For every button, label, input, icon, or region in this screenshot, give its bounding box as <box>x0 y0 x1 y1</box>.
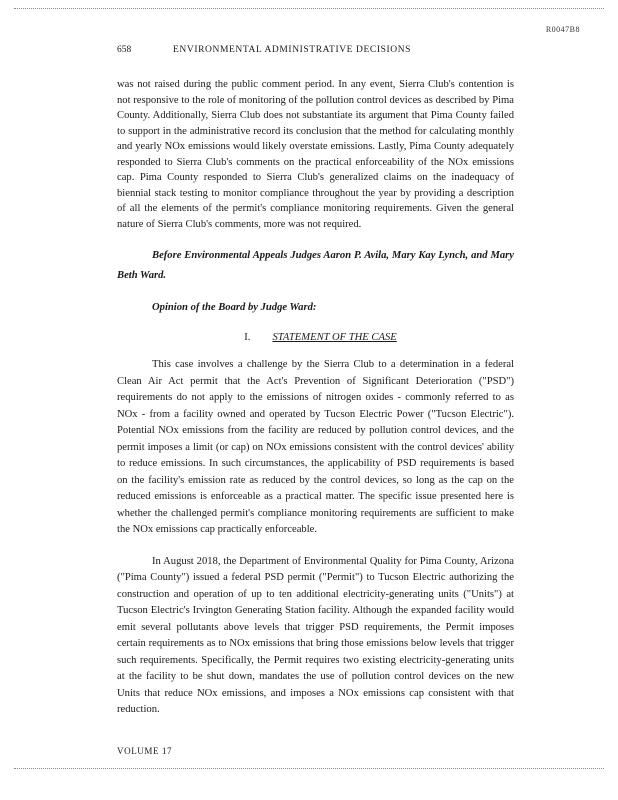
page-number: 658 <box>117 45 132 55</box>
intro-paragraph: was not raised during the public comment period. In any event, Sierra Club's contention is not responsive to the role of monitoring of the pollution control devices as described by Pima County. Additionally, Sierra Club does not substantiate its argument that Pima County failed to support in the administrative record its conclusion that the method for calculating monthly and yearly NOx emissions would likely overstate emissions. Lastly, Pima County adequately responded to Sierra Club's comments on the practical enforceability of the NOx emissions cap. Pima County responded to Sierra Club's generalized claims on the inadequacy of biennial stack testing to monitor compliance throughout the year by providing a description of all the elements of the permit's compliance monitoring requirements. Given the general nature of Sierra Club's comments, more was not required. <box>117 79 514 230</box>
body-paragraph: This case involves a challenge by the Sierra Club to a determination in a federal Clean Air Act permit that the Act's Prevention of Significant Deterioration ("PSD") requirements do not apply to the emissions of nitrogen oxides - commonly referred to as NOx - from a facility owned and operated by Tucson Electric Power ("Tucson Electric"). Potential NOx emissions from the facility are reduced by pollution control devices, and the permit imposes a limit (or cap) on NOx emissions consistent with the control devices' ability to reduce emissions. In such circumstances, the applicability of PSD requirements is based on the facility's emission rate as reduced by the control devices, so long as the cap on the reduced emissions is enforceable as a practical matter. The specific issue presented here is whether the challenged permit's compliance monitoring requirements are sufficient to make the NOx emissions cap practically enforceable. <box>117 359 514 535</box>
body-paragraph: In August 2018, the Department of Environmental Quality for Pima County, Arizona ("Pima County") issued a federal PSD permit ("Permit") to Tucson Electric authorizing the construction and operation of up to ten additional electricity-generating units ("Units") at Tucson Electric's Irvington Generating Station facility. Although the expanded facility would emit several pollutants above levels that trigger PSD requirements, the Permit imposes certain requirements as to NOx emissions that bring those emissions below levels that trigger such requirements. Specifically, the Permit requires two existing electricity-generating units at the facility to be shut down, mandates the use of pollution control devices on the new Units that reduce NOx emissions, and imposes a NOx emissions cap consistent with that reduction. <box>117 555 514 715</box>
section-title: STATEMENT OF THE CASE <box>272 331 397 343</box>
section-heading <box>117 330 514 346</box>
judges-line: Before Environmental Appeals Judges Aaron P. Avila, Mary Kay Lynch, and Mary Beth Ward. <box>117 250 514 281</box>
opinion-line: Opinion of the Board by Judge Ward: <box>152 302 317 313</box>
page-footer: VOLUME 17 <box>117 746 173 756</box>
bottom-scan-border <box>14 768 604 769</box>
page-content <box>117 77 514 734</box>
section-number: I. <box>244 331 251 343</box>
top-scan-border <box>14 8 604 9</box>
document-id: R0047B8 <box>545 25 580 34</box>
running-header: ENVIRONMENTAL ADMINISTRATIVE DECISIONS <box>173 45 412 55</box>
